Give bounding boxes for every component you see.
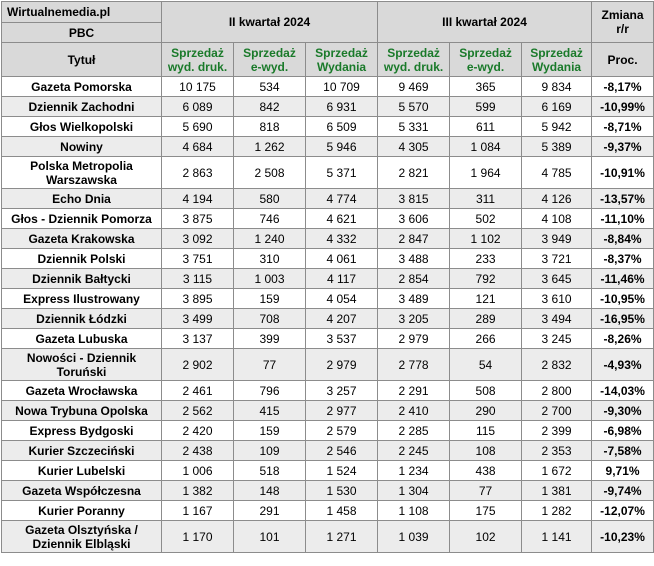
table-row xyxy=(2,157,654,189)
q3-print-cell: 3 205 xyxy=(378,309,450,329)
q3-total-cell: 2 700 xyxy=(522,401,592,421)
q2-eprint-cell: 159 xyxy=(234,421,306,441)
title-cell: Gazeta Krakowska xyxy=(2,229,162,249)
q2-eprint-cell: 310 xyxy=(234,249,306,269)
q2-print-cell: 1 167 xyxy=(162,501,234,521)
q2-print-cell: 1 006 xyxy=(162,461,234,481)
subtitle: PBC xyxy=(2,23,162,43)
title-cell: Nowa Trybuna Opolska xyxy=(2,401,162,421)
table-row xyxy=(2,77,654,97)
title-cell: Dziennik Zachodni xyxy=(2,97,162,117)
change-cell: -9,30% xyxy=(592,401,654,421)
q2-total-cell: 6 509 xyxy=(306,117,378,137)
col-q3-print: Sprzedaż wyd. druk. xyxy=(378,43,450,77)
q3-print-cell: 2 778 xyxy=(378,349,450,381)
q2-print-cell: 5 690 xyxy=(162,117,234,137)
q3-print-cell: 2 847 xyxy=(378,229,450,249)
q3-eprint-cell: 54 xyxy=(450,349,522,381)
table-row xyxy=(2,501,654,521)
title-cell: Dziennik Polski xyxy=(2,249,162,269)
q3-total-cell: 9 834 xyxy=(522,77,592,97)
table-row xyxy=(2,381,654,401)
change-cell: -11,46% xyxy=(592,269,654,289)
q2-print-cell: 3 751 xyxy=(162,249,234,269)
q2-eprint-cell: 1 003 xyxy=(234,269,306,289)
site-name: Wirtualnemedia.pl xyxy=(2,2,162,23)
q2-total-cell: 4 117 xyxy=(306,269,378,289)
q3-eprint-cell: 115 xyxy=(450,421,522,441)
q3-total-cell: 1 282 xyxy=(522,501,592,521)
change-cell: -9,74% xyxy=(592,481,654,501)
q3-eprint-cell: 290 xyxy=(450,401,522,421)
table-row xyxy=(2,137,654,157)
q3-eprint-cell: 438 xyxy=(450,461,522,481)
q3-eprint-cell: 102 xyxy=(450,521,522,553)
change-cell: -9,37% xyxy=(592,137,654,157)
table-row xyxy=(2,229,654,249)
q3-eprint-cell: 365 xyxy=(450,77,522,97)
change-cell: -14,03% xyxy=(592,381,654,401)
q2-eprint-cell: 818 xyxy=(234,117,306,137)
q3-print-cell: 1 039 xyxy=(378,521,450,553)
q2-total-cell: 1 458 xyxy=(306,501,378,521)
q2-eprint-cell: 708 xyxy=(234,309,306,329)
q3-print-cell: 1 108 xyxy=(378,501,450,521)
q3-total-cell: 3 645 xyxy=(522,269,592,289)
q2-eprint-cell: 2 508 xyxy=(234,157,306,189)
q3-total-cell: 3 721 xyxy=(522,249,592,269)
q3-total-cell: 3 245 xyxy=(522,329,592,349)
q3-print-cell: 2 245 xyxy=(378,441,450,461)
q2-total-cell: 6 931 xyxy=(306,97,378,117)
title-cell: Dziennik Łódzki xyxy=(2,309,162,329)
q2-eprint-cell: 1 262 xyxy=(234,137,306,157)
q3-print-cell: 4 305 xyxy=(378,137,450,157)
q2-total-cell: 3 537 xyxy=(306,329,378,349)
q2-total-cell: 1 524 xyxy=(306,461,378,481)
table-row xyxy=(2,189,654,209)
q2-print-cell: 4 684 xyxy=(162,137,234,157)
table-row xyxy=(2,249,654,269)
q2-total-cell: 4 207 xyxy=(306,309,378,329)
table-row xyxy=(2,117,654,137)
q2-eprint-cell: 159 xyxy=(234,289,306,309)
q2-total-cell: 1 271 xyxy=(306,521,378,553)
q2-eprint-cell: 291 xyxy=(234,501,306,521)
q3-total-cell: 2 832 xyxy=(522,349,592,381)
q2-print-cell: 3 895 xyxy=(162,289,234,309)
q3-print-cell: 1 304 xyxy=(378,481,450,501)
q3-total-cell: 1 672 xyxy=(522,461,592,481)
column-header-row xyxy=(2,43,654,77)
q3-print-cell: 3 815 xyxy=(378,189,450,209)
q3-total-cell: 4 785 xyxy=(522,157,592,189)
title-cell: Express Bydgoski xyxy=(2,421,162,441)
table-row xyxy=(2,401,654,421)
q3-print-cell: 2 821 xyxy=(378,157,450,189)
title-cell: Nowiny xyxy=(2,137,162,157)
table-row xyxy=(2,421,654,441)
change-cell: 9,71% xyxy=(592,461,654,481)
q2-print-cell: 3 137 xyxy=(162,329,234,349)
q3-total-cell: 5 942 xyxy=(522,117,592,137)
title-cell: Echo Dnia xyxy=(2,189,162,209)
table-row xyxy=(2,441,654,461)
change-cell: -10,91% xyxy=(592,157,654,189)
q3-total-cell: 2 353 xyxy=(522,441,592,461)
q3-print-cell: 5 331 xyxy=(378,117,450,137)
q3-eprint-cell: 1 084 xyxy=(450,137,522,157)
q3-print-cell: 2 410 xyxy=(378,401,450,421)
q2-eprint-cell: 796 xyxy=(234,381,306,401)
title-cell: Kurier Lubelski xyxy=(2,461,162,481)
q3-eprint-cell: 77 xyxy=(450,481,522,501)
change-cell: -8,26% xyxy=(592,329,654,349)
col-q2-eprint: Sprzedaż e-wyd. xyxy=(234,43,306,77)
q3-eprint-cell: 502 xyxy=(450,209,522,229)
title-cell: Kurier Poranny xyxy=(2,501,162,521)
q2-eprint-cell: 101 xyxy=(234,521,306,553)
q2-print-cell: 3 115 xyxy=(162,269,234,289)
q2-print-cell: 10 175 xyxy=(162,77,234,97)
q2-print-cell: 2 420 xyxy=(162,421,234,441)
q2-total-cell: 4 774 xyxy=(306,189,378,209)
change-cell: -8,37% xyxy=(592,249,654,269)
col-q2-total: Sprzedaż Wydania xyxy=(306,43,378,77)
q2-eprint-cell: 399 xyxy=(234,329,306,349)
q3-eprint-cell: 599 xyxy=(450,97,522,117)
title-cell: Nowości - Dziennik Toruński xyxy=(2,349,162,381)
q2-eprint-cell: 1 240 xyxy=(234,229,306,249)
q3-eprint-cell: 611 xyxy=(450,117,522,137)
change-cell: -10,99% xyxy=(592,97,654,117)
q3-eprint-cell: 1 964 xyxy=(450,157,522,189)
q3-print-cell: 3 488 xyxy=(378,249,450,269)
q2-eprint-cell: 148 xyxy=(234,481,306,501)
q2-print-cell: 2 902 xyxy=(162,349,234,381)
title-cell: Gazeta Pomorska xyxy=(2,77,162,97)
q3-eprint-cell: 311 xyxy=(450,189,522,209)
q3-total-cell: 3 494 xyxy=(522,309,592,329)
table-row xyxy=(2,309,654,329)
q2-eprint-cell: 580 xyxy=(234,189,306,209)
q2-print-cell: 6 089 xyxy=(162,97,234,117)
table-row xyxy=(2,209,654,229)
change-cell: -4,93% xyxy=(592,349,654,381)
title-cell: Gazeta Olsztyńska / Dziennik Elbląski xyxy=(2,521,162,553)
title-cell: Express Ilustrowany xyxy=(2,289,162,309)
change-cell: -10,95% xyxy=(592,289,654,309)
change-cell: -13,57% xyxy=(592,189,654,209)
q3-print-cell: 3 606 xyxy=(378,209,450,229)
q3-header: III kwartał 2024 xyxy=(378,2,592,43)
q3-print-cell: 9 469 xyxy=(378,77,450,97)
change-cell: -16,95% xyxy=(592,309,654,329)
table-row xyxy=(2,349,654,381)
q2-total-cell: 4 061 xyxy=(306,249,378,269)
table-row xyxy=(2,481,654,501)
q2-print-cell: 3 875 xyxy=(162,209,234,229)
q2-print-cell: 2 438 xyxy=(162,441,234,461)
q2-print-cell: 1 382 xyxy=(162,481,234,501)
change-header: Zmiana r/r xyxy=(592,2,654,43)
q2-print-cell: 4 194 xyxy=(162,189,234,209)
q2-eprint-cell: 415 xyxy=(234,401,306,421)
q3-total-cell: 2 399 xyxy=(522,421,592,441)
title-cell: Głos - Dziennik Pomorza xyxy=(2,209,162,229)
q3-eprint-cell: 121 xyxy=(450,289,522,309)
change-cell: -7,58% xyxy=(592,441,654,461)
q3-total-cell: 1 141 xyxy=(522,521,592,553)
q2-eprint-cell: 746 xyxy=(234,209,306,229)
title-cell: Polska Metropolia Warszawska xyxy=(2,157,162,189)
q2-total-cell: 2 546 xyxy=(306,441,378,461)
table-row xyxy=(2,289,654,309)
q2-total-cell: 4 332 xyxy=(306,229,378,249)
q2-total-cell: 2 579 xyxy=(306,421,378,441)
q2-print-cell: 2 562 xyxy=(162,401,234,421)
q3-print-cell: 2 285 xyxy=(378,421,450,441)
change-cell: -12,07% xyxy=(592,501,654,521)
q2-total-cell: 4 054 xyxy=(306,289,378,309)
table-row xyxy=(2,461,654,481)
q2-total-cell: 2 979 xyxy=(306,349,378,381)
q3-print-cell: 2 291 xyxy=(378,381,450,401)
change-cell: -11,10% xyxy=(592,209,654,229)
change-cell: -8,17% xyxy=(592,77,654,97)
q3-print-cell: 2 979 xyxy=(378,329,450,349)
change-cell: -10,23% xyxy=(592,521,654,553)
q3-total-cell: 4 108 xyxy=(522,209,592,229)
col-title: Tytuł xyxy=(2,43,162,77)
q3-total-cell: 5 389 xyxy=(522,137,592,157)
title-cell: Gazeta Lubuska xyxy=(2,329,162,349)
table-row xyxy=(2,329,654,349)
table-row xyxy=(2,521,654,553)
q2-print-cell: 1 170 xyxy=(162,521,234,553)
q3-eprint-cell: 508 xyxy=(450,381,522,401)
q2-total-cell: 5 371 xyxy=(306,157,378,189)
title-cell: Dziennik Bałtycki xyxy=(2,269,162,289)
q3-eprint-cell: 289 xyxy=(450,309,522,329)
title-cell: Kurier Szczeciński xyxy=(2,441,162,461)
q2-header: II kwartał 2024 xyxy=(162,2,378,43)
q2-eprint-cell: 518 xyxy=(234,461,306,481)
q2-total-cell: 5 946 xyxy=(306,137,378,157)
q2-print-cell: 3 092 xyxy=(162,229,234,249)
q2-eprint-cell: 109 xyxy=(234,441,306,461)
col-q3-eprint: Sprzedaż e-wyd. xyxy=(450,43,522,77)
col-q2-print: Sprzedaż wyd. druk. xyxy=(162,43,234,77)
q3-eprint-cell: 175 xyxy=(450,501,522,521)
title-cell: Głos Wielkopolski xyxy=(2,117,162,137)
change-cell: -8,71% xyxy=(592,117,654,137)
q2-total-cell: 1 530 xyxy=(306,481,378,501)
table-row xyxy=(2,97,654,117)
q3-total-cell: 4 126 xyxy=(522,189,592,209)
q3-print-cell: 3 489 xyxy=(378,289,450,309)
q3-print-cell: 5 570 xyxy=(378,97,450,117)
q2-print-cell: 2 863 xyxy=(162,157,234,189)
q3-total-cell: 6 169 xyxy=(522,97,592,117)
q2-print-cell: 2 461 xyxy=(162,381,234,401)
circulation-table xyxy=(1,1,654,553)
q2-eprint-cell: 842 xyxy=(234,97,306,117)
q3-eprint-cell: 1 102 xyxy=(450,229,522,249)
q3-total-cell: 3 610 xyxy=(522,289,592,309)
q2-total-cell: 3 257 xyxy=(306,381,378,401)
q3-print-cell: 1 234 xyxy=(378,461,450,481)
q3-eprint-cell: 233 xyxy=(450,249,522,269)
q2-eprint-cell: 534 xyxy=(234,77,306,97)
q3-eprint-cell: 108 xyxy=(450,441,522,461)
q2-total-cell: 10 709 xyxy=(306,77,378,97)
col-pct: Proc. xyxy=(592,43,654,77)
q2-total-cell: 4 621 xyxy=(306,209,378,229)
q3-total-cell: 3 949 xyxy=(522,229,592,249)
table-row xyxy=(2,269,654,289)
q3-eprint-cell: 266 xyxy=(450,329,522,349)
q2-total-cell: 2 977 xyxy=(306,401,378,421)
col-q3-total: Sprzedaż Wydania xyxy=(522,43,592,77)
q3-total-cell: 1 381 xyxy=(522,481,592,501)
title-cell: Gazeta Współczesna xyxy=(2,481,162,501)
q3-print-cell: 2 854 xyxy=(378,269,450,289)
change-cell: -8,84% xyxy=(592,229,654,249)
title-cell: Gazeta Wrocławska xyxy=(2,381,162,401)
q3-total-cell: 2 800 xyxy=(522,381,592,401)
q2-print-cell: 3 499 xyxy=(162,309,234,329)
header-row-1 xyxy=(2,2,654,23)
change-cell: -6,98% xyxy=(592,421,654,441)
q2-eprint-cell: 77 xyxy=(234,349,306,381)
q3-eprint-cell: 792 xyxy=(450,269,522,289)
